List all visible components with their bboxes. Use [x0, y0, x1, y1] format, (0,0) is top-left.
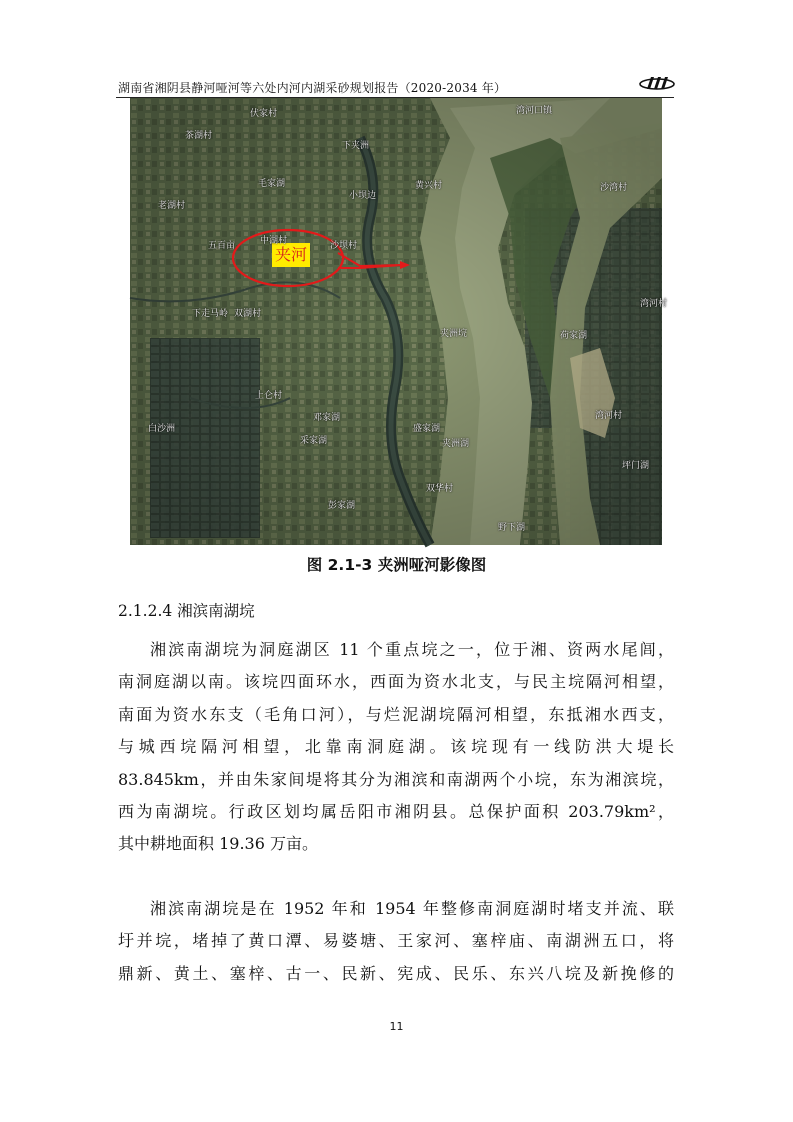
map-place-label: 下夹洲: [342, 141, 370, 151]
paragraph-line: 圩并垸，堵掉了黄口潭、易婆塘、王家河、塞梓庙、南湖洲五口，将: [118, 931, 674, 951]
satellite-image: [130, 98, 662, 545]
map-place-label: 湾河村: [595, 411, 623, 421]
map-place-label: 双湖村: [234, 309, 262, 319]
paragraph-line: 湘滨南湖垸为洞庭湖区 11 个重点垸之一，位于湘、资两水尾闾，: [150, 640, 674, 659]
map-place-label: 下走马岭: [192, 309, 229, 319]
paragraph-line: 南面为资水东支（毛角口河），与烂泥湖垸隔河相望，东抵湘水西支，: [118, 704, 674, 724]
map-place-label: 黄兴村: [415, 181, 443, 191]
map-place-label: 荷家湖: [560, 331, 588, 341]
map-place-label: 上仑村: [255, 391, 283, 401]
paragraph-line: 西为南湖垸。行政区划均属岳阳市湘阴县。总保护面积 203.79km²，: [118, 802, 674, 822]
section-heading: 2.1.2.4 湘滨南湖垸: [118, 602, 255, 620]
map-place-label: 白沙洲: [148, 424, 176, 434]
paragraph-line: 南洞庭湖以南。该垸四面环水，西面为资水北支，与民主垸隔河相望，: [118, 672, 674, 692]
paragraph-line: 其中耕地面积 19.36 万亩。: [118, 834, 318, 854]
map-callout-label: 夹河: [272, 243, 310, 267]
map-place-label: 茶湖村: [185, 131, 213, 141]
satellite-map-figure: [130, 98, 668, 545]
map-place-label: 邓家湖: [313, 413, 341, 423]
running-header: 湖南省湘阴县静河哑河等六处内河内湖采砂规划报告（2020-2034 年）: [118, 81, 507, 95]
map-place-label: 湾河村: [640, 299, 668, 309]
map-place-label: 盛家湖: [413, 424, 441, 434]
paragraph-line: 83.845km，并由朱家间堤将其分为湘滨和南湖两个小垸，东为湘滨垸，: [118, 769, 674, 789]
figure-caption: 图 2.1-3 夹洲哑河影像图: [306, 556, 487, 574]
company-logo-icon: [637, 74, 677, 92]
map-place-label: 毛家湖: [258, 179, 286, 189]
map-place-label: 小坝边: [349, 191, 377, 201]
map-place-label: 夹洲垸: [440, 329, 468, 339]
paragraph-2: [118, 893, 674, 990]
paragraph-line: 鼎新、黄土、塞梓、古一、民新、宪成、民乐、东兴八垸及新挽修的: [118, 963, 674, 983]
map-place-label: 五百亩: [208, 241, 236, 251]
map-place-label: 夹洲湖: [442, 439, 470, 449]
map-place-label: 伏家村: [250, 109, 278, 119]
map-place-label: 坪门湖: [622, 461, 650, 471]
map-place-label: 双华村: [426, 484, 454, 494]
map-place-label: 老湖村: [158, 201, 186, 211]
map-place-label: 采家湖: [300, 436, 328, 446]
paragraph-line: 与城西垸隔河相望，北靠南洞庭湖。该垸现有一线防洪大堤长: [118, 737, 674, 757]
page-number: 11: [389, 1020, 404, 1033]
map-place-label: 沙湾村: [600, 183, 628, 193]
map-place-label: 彭家湖: [328, 501, 356, 511]
paragraph-line: 湘滨南湖垸是在 1952 年和 1954 年整修南洞庭湖时堵支并流、联: [150, 899, 674, 918]
map-place-label: 沙坝村: [330, 241, 358, 251]
map-place-label: 湾河口镇: [516, 106, 553, 116]
map-place-label: 野下湖: [498, 523, 526, 533]
map-place-label: 中湖村: [260, 236, 288, 246]
paragraph-1: [118, 634, 674, 861]
